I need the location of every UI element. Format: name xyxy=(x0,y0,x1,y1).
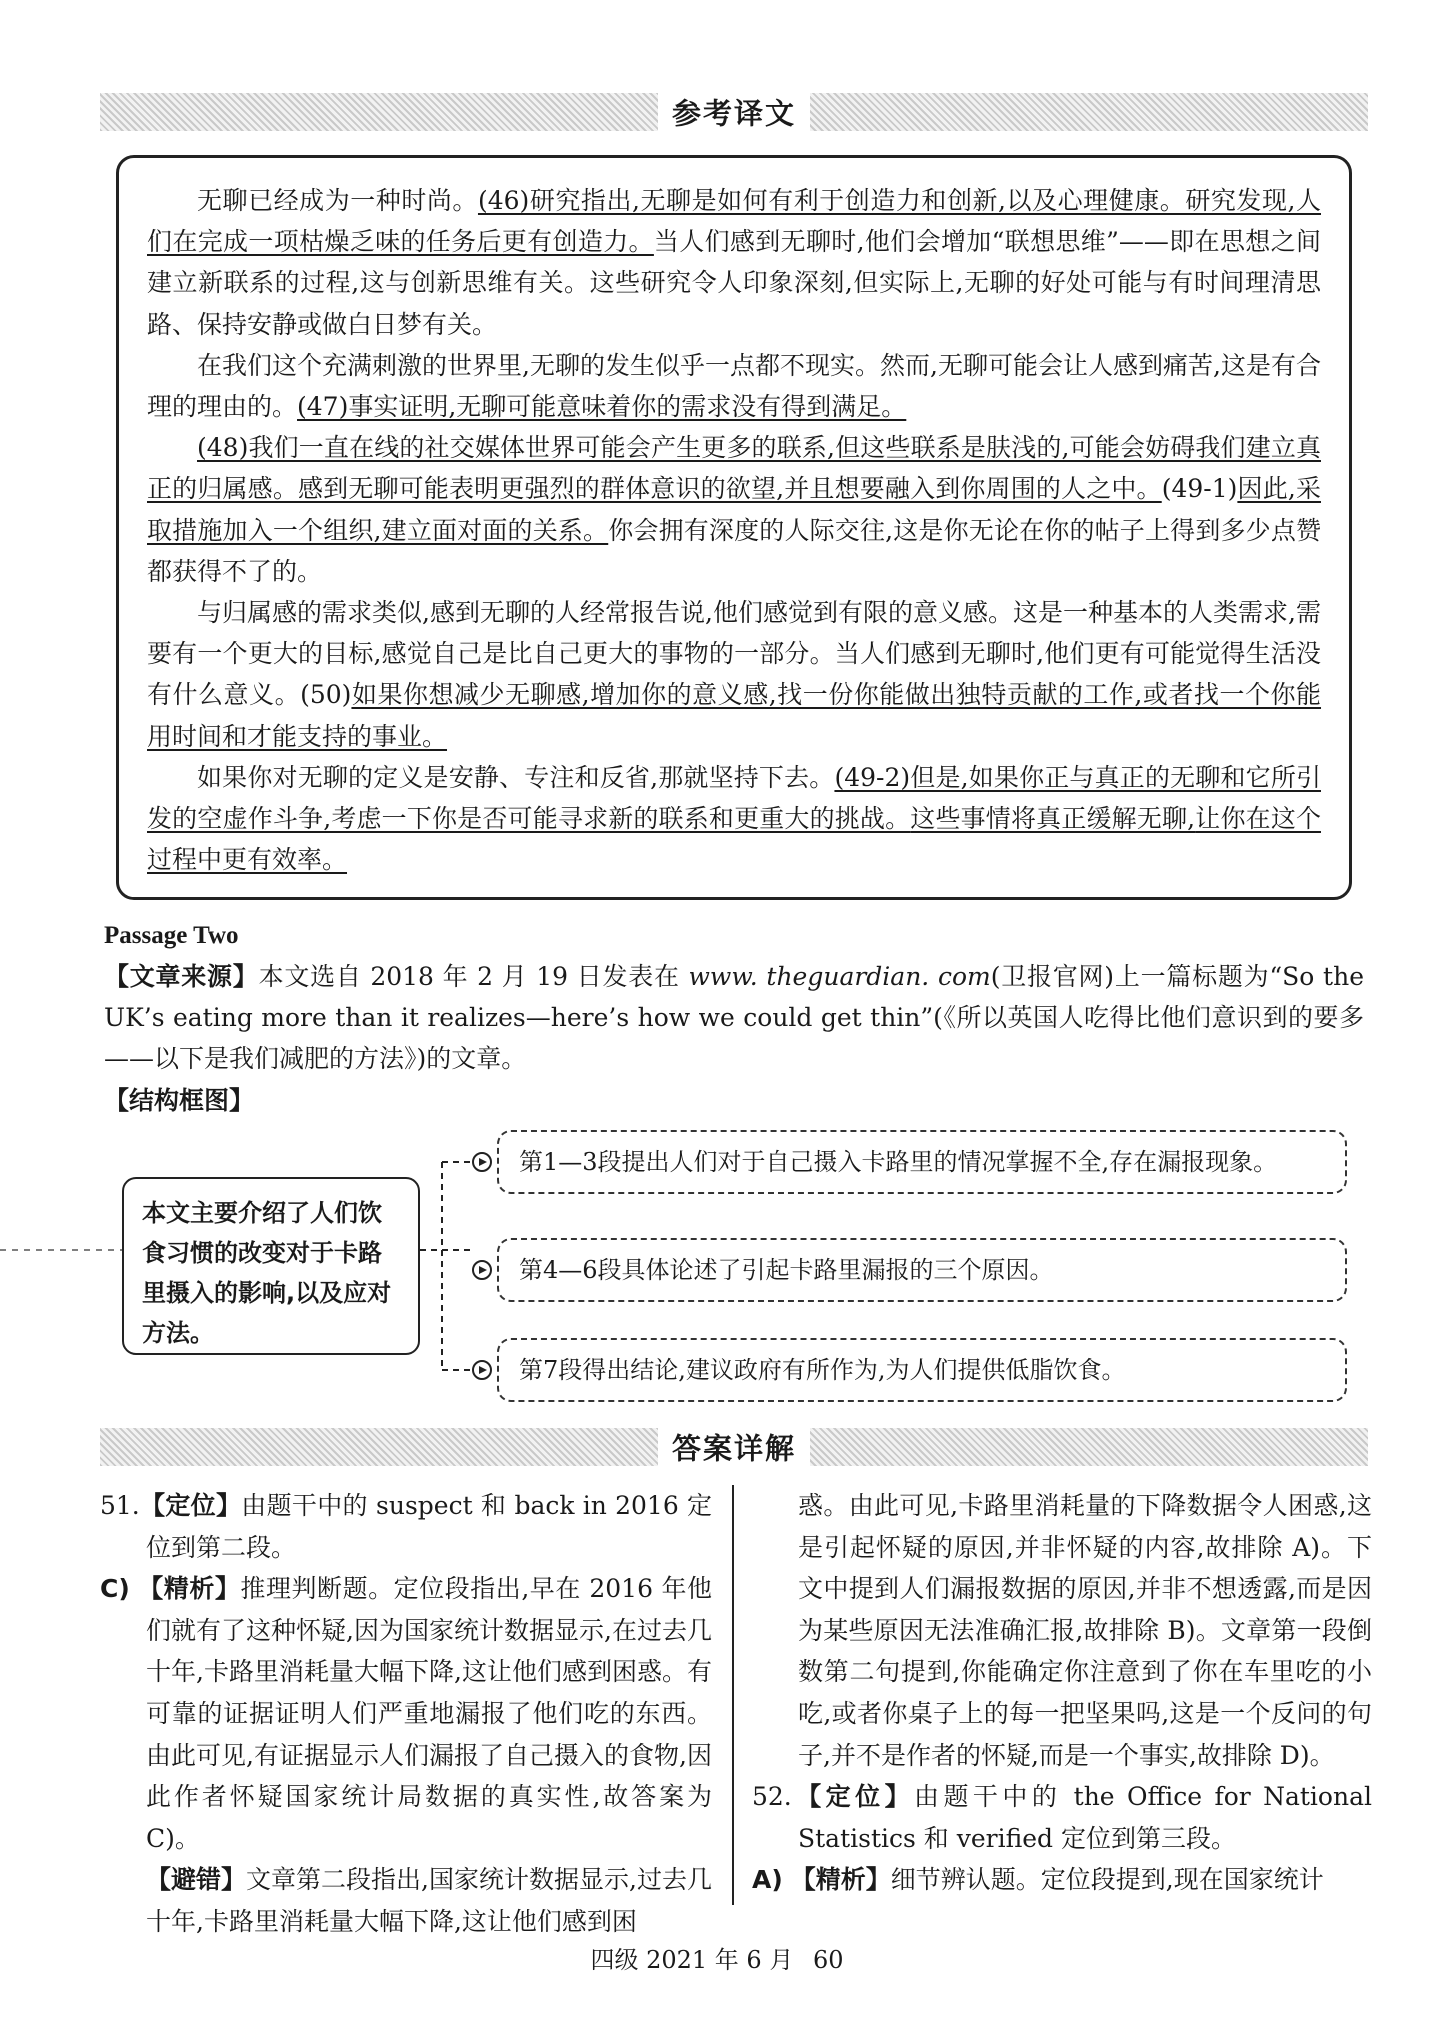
underlined-text: (49-2)但是,如果你正与真正的无聊和它所引发的空虚作斗争,考虑一下你是否可能寻求新的联系和更重大的挑战。 xyxy=(147,762,1321,834)
answers-left-column xyxy=(100,1485,712,1943)
structure-item-2: 第4—6段具体论述了引起卡路里漏报的三个原因。 xyxy=(497,1238,1347,1302)
structure-summary: 本文主要介绍了人们饮食习惯的改变对于卡路里摄入的影响,以及应对方法。 xyxy=(122,1177,420,1355)
source-site: www. theguardian. com xyxy=(688,962,991,991)
text: 由题干中的 the Office for National Statistics 和 verified 定位到第三段。 xyxy=(798,1782,1372,1853)
option-letter: C) xyxy=(100,1574,130,1604)
option-letter: A) xyxy=(752,1865,783,1895)
text: (49-1) xyxy=(1161,474,1238,504)
translation-paragraph xyxy=(147,592,1321,757)
continued-text xyxy=(752,1485,1372,1776)
answer-a xyxy=(752,1859,1372,1901)
translation-banner-label: 参考译文 xyxy=(658,92,810,133)
text: 当人们感到无聊时,他们会增加“联想思维”——即在思想之间建立新联系的过程,这与创新思维有关。这些研究令人印象深刻,但实际上,无聊的好处可能与有时间理清思路、保持安静或做白日梦有关。 xyxy=(147,227,1321,339)
question-51 xyxy=(100,1485,712,1568)
source-text-cont: (卫报官网)上一篇标题为“So the UK’s eating more than it realizes—here’s how we could get thin”(《所以英国人吃得比他们意识到的要多——以下是我们减肥的方法》)的文章。 xyxy=(104,962,1365,1073)
arrow-icon xyxy=(472,1260,492,1280)
underlined-text: (46)研究指出,无聊是如何有利于创造力和创新,以及心理健康。研究发现,人们在完成一项枯燥乏味的任务后更有创造力。 xyxy=(147,186,1321,257)
column-divider xyxy=(732,1485,734,1905)
underlined-text: 因此,采取措施加入一个组织,建立面对面的关系。 xyxy=(147,474,1321,545)
text: 文章第二段指出,国家统计数据显示,过去几十年,卡路里消耗量大幅下降,这让他们感到困 xyxy=(146,1865,712,1936)
source-text: 本文选自 2018 年 2 月 19 日发表在 xyxy=(258,962,689,991)
answers-right-column xyxy=(752,1485,1372,1901)
tag: 【精析】 xyxy=(790,1865,891,1895)
tag: 【定位】 xyxy=(139,1491,242,1520)
passage-title: Passage Two xyxy=(104,922,239,949)
answer-c xyxy=(100,1568,712,1859)
tag: 【避错】 xyxy=(146,1865,247,1895)
arrow-icon xyxy=(472,1360,492,1380)
text: 与归属感的需求类似,感到无聊的人经常报告说,他们感觉到有限的意义感。这是一种基本的人类需求,需要有一个更大的目标,感觉自己是比自己更大的事物的一部分。当人们感到无聊时,他们更有可能觉得生活没有什么意义。(50) xyxy=(147,598,1321,710)
question-number: 52. xyxy=(752,1782,792,1812)
avoid-error xyxy=(100,1859,712,1942)
translation-paragraph xyxy=(147,180,1321,345)
answers-banner xyxy=(100,1428,1368,1466)
structure-item-3: 第7段得出结论,建议政府有所作为,为人们提供低脂饮食。 xyxy=(497,1338,1347,1402)
page-footer xyxy=(0,1940,1434,1975)
passage-source xyxy=(104,956,1364,1079)
structure-item-1: 第1—3段提出人们对于自己摄入卡路里的情况掌握不全,存在漏报现象。 xyxy=(497,1130,1347,1194)
structure-label: 【结构框图】 xyxy=(104,1086,255,1115)
text: 在我们这个充满刺激的世界里,无聊的发生似乎一点都不现实。然而,无聊可能会让人感到痛苦,这是有合理的理由的。 xyxy=(147,350,1321,422)
question-number: 51. xyxy=(100,1491,140,1520)
source-label: 【文章来源】 xyxy=(104,962,259,991)
translation-paragraph xyxy=(147,345,1321,427)
question-52 xyxy=(752,1776,1372,1859)
underlined-text: 这些事情将真正缓解无聊, xyxy=(910,804,1196,834)
page-number: 60 xyxy=(812,1946,844,1974)
tag: 【定位】 xyxy=(791,1782,915,1812)
answers-banner-label: 答案详解 xyxy=(658,1427,810,1468)
translation-box xyxy=(116,155,1352,900)
exam-label: 四级 2021 年 6 月 xyxy=(590,1946,794,1974)
text: 如果你对无聊的定义是安静、专注和反省,那就坚持下去。 xyxy=(197,762,835,792)
text: 惑。由此可见,卡路里消耗量的下降数据令人困惑,这是引起怀疑的原因,并非怀疑的内容,故排除 A)。下文中提到人们漏报数据的原因,并非不想透露,而是因为某些原因无法准确汇报,故排除 B)。文章第一段倒数第二句提到,你能确定你注意到了你在车里吃的小吃,或者你桌子上的每一把坚果吗,这是一个反问的句子,并不是作者的怀疑,而是一个事实,故排除 D)。 xyxy=(798,1491,1372,1770)
text: 由题干中的 suspect 和 back in 2016 定位到第二段。 xyxy=(146,1491,712,1562)
underlined-text: (48)我们一直在线的社交媒体世界可能会产生更多的联系,但这些联系是肤浅的,可能会妨碍我们建立真正的归属感。 xyxy=(147,433,1321,504)
underlined-text: 让你在这个过程中更有效率。 xyxy=(147,804,1321,875)
text: 推理判断题。定位段指出,早在 2016 年他们就有了这种怀疑,因为国家统计数据显示,在过去几十年,卡路里消耗量大幅下降,这让他们感到困惑。有可靠的证据证明人们严重地漏报了他们吃的东西。由此可见,有证据显示人们漏报了自己摄入的食物,因此作者怀疑国家统计局数据的真实性,故答案为 C)。 xyxy=(146,1574,712,1853)
arrow-icon xyxy=(472,1152,492,1172)
underlined-text: 感到无聊可能表明更强烈的群体意识的欲望,并且想要融入到你周围的人之中。 xyxy=(298,474,1162,504)
text: 你会拥有深度的人际交往,这是你无论在你的帖子上得到多少点赞都获得不了的。 xyxy=(147,515,1322,586)
underlined-text: (47)事实证明,无聊可能意味着你的需求没有得到满足。 xyxy=(297,392,907,422)
translation-banner xyxy=(100,93,1368,131)
text: 细节辨认题。定位段提到,现在国家统计 xyxy=(890,1865,1324,1895)
underlined-text: 如果你想减少无聊感,增加你的意义感,找一份你能做出独特贡献的工作,或者找一个你能用时间和才能支持的事业。 xyxy=(147,680,1322,751)
translation-paragraph xyxy=(147,757,1321,881)
tag: 【精析】 xyxy=(138,1574,241,1604)
translation-paragraph xyxy=(147,427,1321,592)
text: 无聊已经成为一种时尚。 xyxy=(197,186,478,215)
